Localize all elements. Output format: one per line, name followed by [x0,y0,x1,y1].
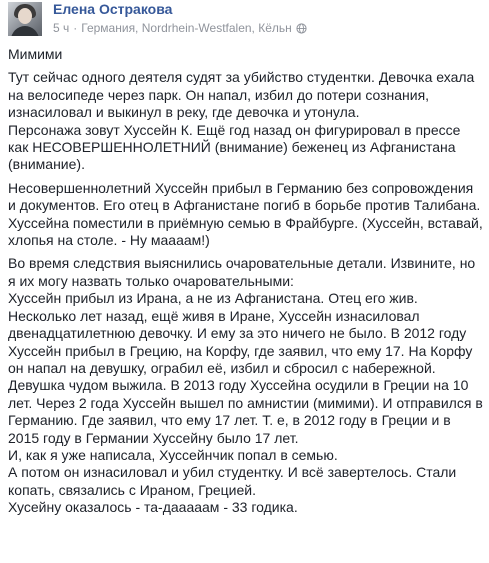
post-text-line: Хуссейна поместили в приёмную семью в Фрайбурге. (Хуссейн, вставай, [8,214,483,231]
post-paragraph [8,255,486,516]
post-text-line: Тут сейчас одного деятеля судят за убийство студентки. Девочка ехала [8,69,475,86]
post-text-line: копать, связались с Ираном, Грецией. [8,481,257,498]
post-paragraph [8,46,486,63]
globe-icon[interactable] [296,23,307,34]
post-text-line: я их могу назвать только очаровательными: [8,272,294,289]
post-paragraph [8,69,486,173]
post-text-line: Во время следствия выяснились очаровательные детали. Извините, но [8,255,476,272]
post-text-line: изнасиловал и выкинул в реку, где девочка и утонула. [8,104,360,121]
post-body [8,46,486,523]
meta-separator: · [73,21,78,35]
post-text-line: Несовершеннолетний Хуссейн прибыл в Германию без сопровождения [8,179,474,196]
post-text-line: А потом он изнасиловал и убил студентку. И всё завертелось. Стали [8,464,457,481]
post-text-line: 2015 году в Германии Хуссейну было 17 лет. [8,429,299,446]
post-text-line: на велосипеде через парк. Он напал, избил до потери сознания, [8,86,430,103]
post-header [0,0,489,40]
post-text-line: (внимание). [8,156,85,173]
post-location[interactable]: Германия, Nordrhein-Westfalen, Кёльн [81,21,292,35]
post-text-line: Персонажа зовут Хуссейн К. Ещё год назад он фигурировал в прессе [8,121,461,138]
post-text-line: Германию. Где заявил, что ему 17 лет. Т. е, в 2012 году в Греции и в [8,412,451,429]
post-text-line: как НЕСОВЕРШЕННОЛЕТНИЙ (внимание) беженец из Афганистана [8,139,456,156]
post-text-line: двенадцатилетнюю девочку. И ему за это ничего не было. В 2012 году [8,325,467,342]
post-text-line: Хусейну оказалось - та-дааааам - 33 годика. [8,499,298,516]
avatar[interactable] [8,2,42,36]
post-text-line: Хуссейн прибыл из Ирана, а не из Афганистана. Отец его жив. [8,290,418,307]
avatar-face [18,8,32,24]
post-text-line: лет. Через 2 года Хуссейн вышел по амнистии (мимими). И отправился в [8,394,483,411]
post-text-line: Мимими [8,46,63,62]
avatar-shoulders [11,26,39,36]
post-text-line: Несколько лет назад, ещё живя в Иране, Хуссейн изнасиловал [8,307,420,324]
post-meta [53,21,307,35]
author-name[interactable]: Елена Остракова [53,1,173,17]
post-text-line: и документов. Его отец в Афганистане погиб в борьбе против Талибана. [8,197,481,214]
post-text-line: Хуссейн прибыл в Грецию, на Корфу, где заявил, что ему 17. На Корфу [8,342,473,359]
post-text-line: И, как я уже написала, Хуссейнчик попал в семью. [8,446,338,463]
post-time[interactable]: 5 ч [53,21,70,35]
post-text-line: Девушка чудом выжила. В 2013 году Хуссейна осудили в Греции на 10 [8,377,469,394]
post-paragraph [8,180,486,250]
post-text-line: хлопья на столе. - Ну маааам!) [8,232,210,249]
post-text-line: он напал на девушку, ограбил её, избил и сбросил с набережной. [8,359,436,376]
